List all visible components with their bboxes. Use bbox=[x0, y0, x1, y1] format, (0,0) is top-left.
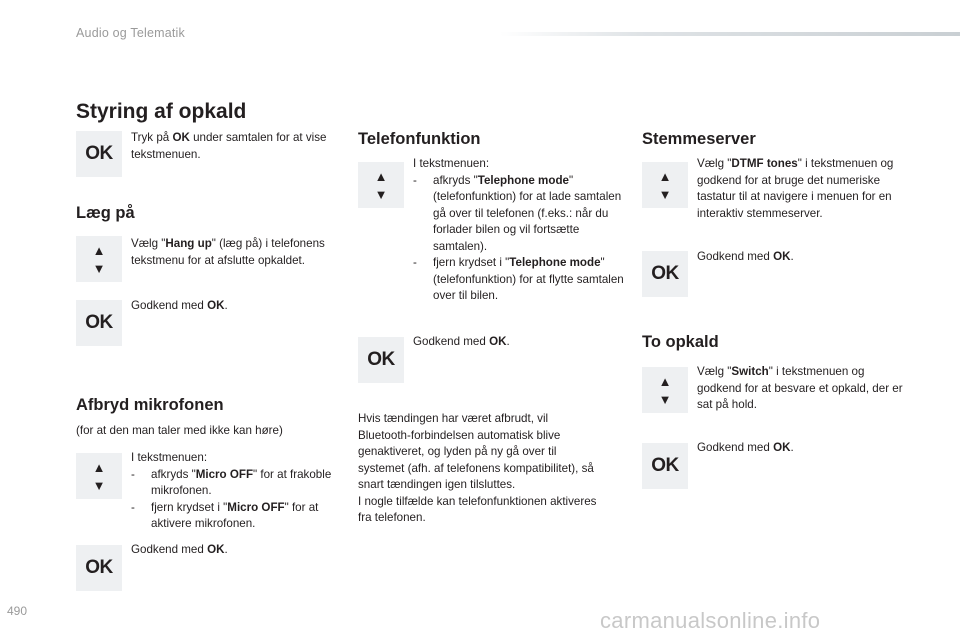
tip-text bbox=[358, 411, 628, 527]
watermark: carmanualsonline.info bbox=[600, 608, 821, 633]
text-fragment: " for at frakoble mikrofonen. bbox=[151, 467, 332, 497]
instructions-intro: I tekstmenuen: bbox=[131, 451, 208, 464]
text-strong: Micro OFF bbox=[227, 500, 285, 514]
text-strong: Micro OFF bbox=[195, 467, 254, 481]
text-strong: Telephone mode bbox=[477, 173, 569, 187]
text-fragment: . bbox=[506, 335, 510, 348]
list-dash: - bbox=[131, 500, 135, 514]
text-fragment: Vælg " bbox=[697, 365, 732, 378]
tip-line: genaktiveret, og lyden på ny gå over til bbox=[358, 445, 557, 458]
telefonfunktion-instructions bbox=[413, 156, 625, 305]
text-fragment: " i tekstmenuen og godkend for at besvare et opkald, der er sat på hold. bbox=[697, 365, 903, 411]
list-dash: - bbox=[131, 467, 135, 481]
to-opkald-text bbox=[697, 364, 907, 414]
heading-stemmeserver: Stemmeserver bbox=[642, 130, 756, 148]
text-fragment: " (telefonfunktion) for at flytte samtalen over til bilen. bbox=[433, 256, 624, 302]
ok-key-label: OK bbox=[85, 312, 113, 333]
ok-key-icon bbox=[642, 251, 688, 297]
header-divider bbox=[500, 32, 960, 36]
text-fragment: . bbox=[790, 441, 794, 454]
ok-key-icon bbox=[358, 337, 404, 383]
arrow-keys-icon bbox=[358, 162, 404, 208]
stemmeserver-text bbox=[697, 156, 897, 222]
heading-afbryd-mikrofonen: Afbryd mikrofonen bbox=[76, 396, 224, 414]
ok-key-icon bbox=[642, 443, 688, 489]
telefonfunktion-confirm bbox=[413, 334, 510, 351]
text-strong: OK bbox=[172, 131, 190, 144]
afbryd-instructions bbox=[131, 450, 343, 533]
arrow-up-icon: ▲ bbox=[374, 168, 388, 184]
heading-telefonfunktion: Telefonfunktion bbox=[358, 130, 481, 148]
text-fragment: Godkend med bbox=[697, 250, 774, 263]
tip-line: Hvis tændingen har været afbrudt, vil bbox=[358, 412, 549, 425]
ok-key-label: OK bbox=[367, 349, 395, 370]
arrow-down-icon: ▼ bbox=[92, 260, 106, 276]
arrow-up-icon: ▲ bbox=[92, 459, 106, 475]
heading-laeg-paa: Læg på bbox=[76, 204, 135, 222]
arrow-down-icon: ▼ bbox=[658, 186, 672, 202]
afbryd-note: (for at den man taler med ikke kan høre) bbox=[76, 424, 283, 437]
arrow-keys-icon bbox=[76, 453, 122, 499]
tip-line: systemet (afh. af telefonens kompatibilitet), så bbox=[358, 461, 594, 475]
page-number: 490 bbox=[7, 604, 28, 618]
list-dash: - bbox=[413, 173, 417, 187]
text-fragment: Godkend med bbox=[413, 335, 490, 348]
ok-key-label: OK bbox=[651, 263, 679, 284]
heading-to-opkald: To opkald bbox=[642, 333, 719, 351]
text-fragment: Godkend med bbox=[697, 441, 774, 454]
ok-key-label: OK bbox=[651, 455, 679, 476]
text-fragment: under samtalen for at vise tekstmenuen. bbox=[131, 131, 327, 161]
text-strong: OK bbox=[773, 441, 791, 454]
text-fragment: fjern krydset i " bbox=[433, 256, 510, 269]
tip-line: Bluetooth-forbindelsen automatisk blive bbox=[358, 428, 561, 442]
tip-line: I nogle tilfælde kan telefonfunktionen aktiveres bbox=[358, 494, 597, 508]
arrow-keys-icon bbox=[642, 162, 688, 208]
arrow-down-icon: ▼ bbox=[658, 391, 672, 407]
text-fragment: Vælg " bbox=[697, 157, 732, 170]
arrow-keys-icon bbox=[76, 236, 122, 282]
list-item bbox=[131, 500, 343, 533]
header-section-label: Audio og Telematik bbox=[76, 26, 185, 40]
text-fragment: " for at aktivere mikrofonen. bbox=[151, 500, 319, 530]
afbryd-confirm bbox=[131, 542, 228, 559]
arrow-up-icon: ▲ bbox=[658, 373, 672, 389]
list-item bbox=[131, 467, 343, 500]
text-fragment: . bbox=[790, 250, 794, 263]
text-fragment: fjern krydset i " bbox=[151, 500, 228, 514]
intro-text bbox=[131, 130, 336, 163]
text-strong: Telephone mode bbox=[509, 256, 601, 269]
ok-key-icon bbox=[76, 545, 122, 591]
ok-key-label: OK bbox=[85, 557, 113, 578]
text-fragment: Godkend med bbox=[131, 543, 208, 556]
tip-line: snart tændingen igen tilsluttes. bbox=[358, 478, 516, 491]
arrow-keys-icon bbox=[642, 367, 688, 413]
laeg-paa-confirm bbox=[131, 298, 228, 315]
text-fragment: . bbox=[224, 299, 228, 312]
list-item bbox=[413, 255, 625, 305]
text-strong: OK bbox=[207, 299, 225, 312]
arrow-up-icon: ▲ bbox=[92, 242, 106, 258]
arrow-down-icon: ▼ bbox=[374, 186, 388, 202]
arrow-down-icon: ▼ bbox=[92, 477, 106, 493]
text-fragment: " (læg på) i telefonens tekstmenu for at afslutte opkaldet. bbox=[131, 237, 325, 267]
list-item bbox=[413, 173, 625, 256]
text-strong: OK bbox=[207, 543, 225, 556]
text-fragment: " (telefonfunktion) for at lade samtalen gå over til telefonen (f.eks.: når du forlader bilen og vil fortsætte samtalen). bbox=[433, 173, 622, 253]
ok-key-label: OK bbox=[85, 143, 113, 164]
text-fragment: . bbox=[224, 543, 228, 556]
text-fragment: afkryds " bbox=[151, 467, 196, 481]
instructions-intro: I tekstmenuen: bbox=[413, 157, 490, 170]
text-fragment: Tryk på bbox=[131, 131, 173, 144]
laeg-paa-text bbox=[131, 236, 343, 269]
ok-key-icon bbox=[76, 300, 122, 346]
stemmeserver-confirm bbox=[697, 249, 794, 266]
text-fragment: Godkend med bbox=[131, 299, 208, 312]
text-fragment: " i tekstmenuen og godkend for at bruge det numeriske tastatur til at navigere i menuen for en interaktiv stemmeserver. bbox=[697, 157, 894, 220]
to-opkald-confirm bbox=[697, 440, 794, 457]
tip-line: fra telefonen. bbox=[358, 511, 426, 524]
text-strong: OK bbox=[489, 335, 507, 348]
text-fragment: Vælg " bbox=[131, 237, 166, 250]
ok-key-icon bbox=[76, 131, 122, 177]
text-strong: Hang up bbox=[165, 237, 212, 250]
arrow-up-icon: ▲ bbox=[658, 168, 672, 184]
list-dash: - bbox=[413, 256, 417, 269]
text-strong: DTMF tones bbox=[731, 157, 798, 170]
text-strong: OK bbox=[773, 250, 791, 263]
text-fragment: afkryds " bbox=[433, 173, 478, 187]
text-strong: Switch bbox=[731, 365, 769, 378]
page-title: Styring af opkald bbox=[76, 100, 247, 123]
